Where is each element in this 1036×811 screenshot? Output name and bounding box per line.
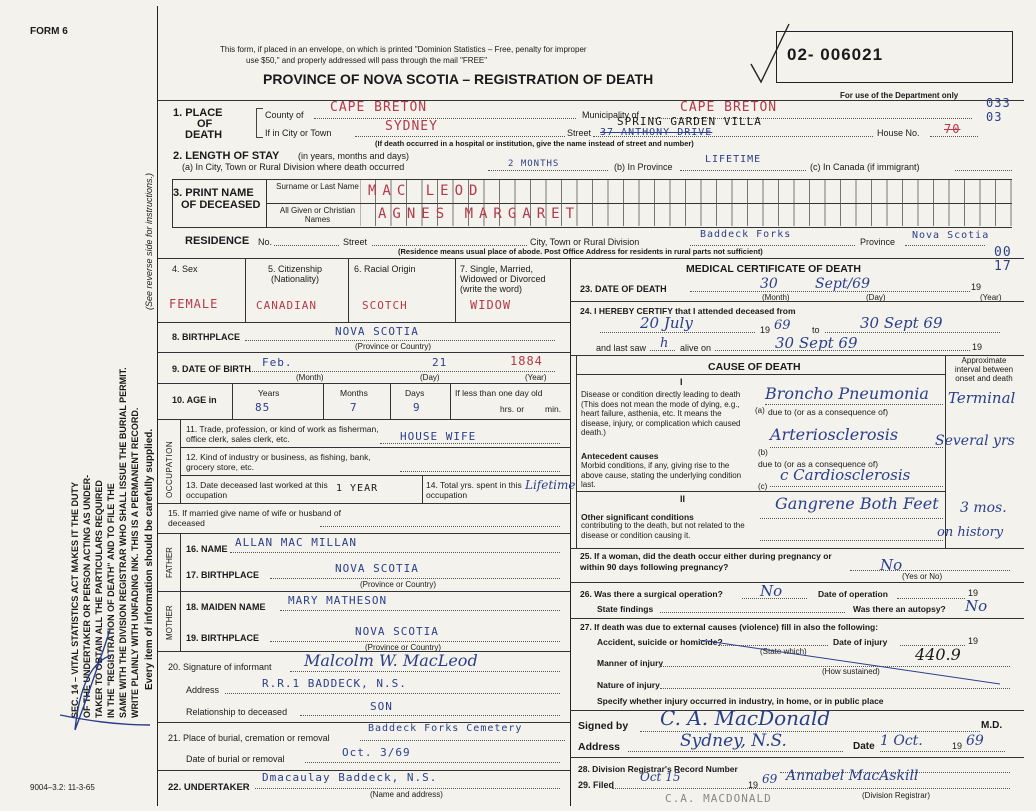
street-struck: 37 ANTHONY DRIVE (600, 127, 713, 138)
left-border (157, 6, 158, 806)
q24-from-line (600, 332, 755, 333)
rule (576, 355, 577, 548)
code-value: 440.9 (915, 645, 961, 664)
stay-b-label: (b) In Province (614, 162, 673, 172)
side-text-8: (See reverse side for instructions.) (144, 172, 154, 310)
rule (232, 383, 233, 419)
q11-label: 11. Trade, profession, or kind of work as fisherman, office clerk, sales clerk, etc. (186, 424, 379, 444)
q11-value: HOUSE WIFE (400, 430, 477, 443)
nature-label: Nature of injury (597, 680, 660, 690)
interval-a: Terminal (948, 389, 1016, 407)
q28-label: 28. Division Registrar's Record Number (578, 764, 738, 774)
filed-year: 69 (762, 772, 778, 786)
residence-city-line (690, 245, 855, 246)
cause-ii-line-2 (760, 540, 943, 541)
burial-date: Oct. 3/69 (342, 746, 411, 759)
alive-year-prefix: 19 (972, 342, 983, 352)
envelope-note-2: use $50," and properly addressed will pass through the mail "FREE" (246, 56, 488, 65)
antecedent-label: Antecedent causes (581, 451, 659, 461)
place-label-3: DEATH (185, 129, 223, 141)
mother-birth-sub: (Province or Country) (365, 643, 442, 652)
attended-from: 20 July (640, 314, 693, 332)
direct-cause-label: Disease or condition directly leading to death (This does not mean the mode of dying, e.g., heart failure, asthenia, etc. It means the disease, injury, or complication which caused death.) (581, 390, 741, 437)
burial-date-line (305, 762, 560, 763)
mother-name-line (280, 610, 560, 611)
stamp-text: C.A. MACDONALD (665, 792, 772, 805)
dob-month-label: (Month) (296, 373, 324, 382)
cause-a: Broncho Pneumonia (765, 384, 929, 403)
age-label: 10. AGE in (172, 395, 217, 405)
rule (158, 591, 570, 592)
attended-to: 30 Sept 69 (860, 314, 943, 332)
page-title: PROVINCE OF NOVA SCOTIA – REGISTRATION OF DEATH (263, 71, 654, 87)
residence-no-line (274, 245, 339, 246)
q14-value: Lifetime (525, 478, 576, 492)
street-value: SPRING GARDEN VILLA (617, 115, 762, 128)
residence-street-label: Street (343, 237, 368, 247)
mother-name: MARY MATHESON (288, 594, 388, 607)
footer-code: 9004–3.2: 11-3-65 (30, 783, 95, 792)
name-label-2: OF DECEASED (181, 199, 261, 211)
age-years: 85 (255, 401, 271, 414)
cause-ii-2: on history (937, 525, 1004, 540)
q11-line (380, 443, 560, 444)
rule (348, 258, 349, 323)
side-text-5: SAME WITH THE DIVISION REGISTRAR WHO SHALL ISSUE THE BURIAL PERMIT. (118, 367, 128, 718)
rule (158, 533, 570, 534)
q26-line (742, 598, 807, 599)
q13-value: 1 YEAR (336, 483, 379, 494)
filed-year-prefix: 19 (748, 780, 759, 790)
registration-number: 02- 006021 (787, 45, 884, 64)
rule (158, 383, 570, 384)
registrar-signature: Annabel MacAskill (786, 768, 919, 784)
q26-value: No (760, 582, 783, 600)
autopsy-label: Was there an autopsy? (853, 604, 946, 614)
informant-rel-line (300, 715, 560, 716)
cause-title: CAUSE OF DEATH (708, 361, 801, 373)
rule (158, 258, 1024, 259)
date-injury-label: Date of injury (833, 637, 888, 647)
dob-day-label: (Day) (420, 373, 440, 382)
dob-day: 21 (432, 356, 448, 369)
place-label-1: 1. PLACE (173, 107, 223, 119)
address-value: Sydney, N.S. (680, 731, 787, 751)
date-line (880, 751, 1005, 752)
informant-addr-line (225, 693, 560, 694)
filed-date: Oct 15 (640, 770, 681, 784)
signed-label: Signed by (578, 720, 629, 732)
date-op-line (897, 598, 965, 599)
attended-from-year: 69 (774, 318, 791, 333)
residence-label: RESIDENCE (185, 235, 250, 247)
burial-place: Baddeck Forks Cemetery (368, 723, 523, 734)
residence-street-line (372, 245, 527, 246)
cause-b-line (770, 447, 943, 448)
informant-signature: Malcolm W. MacLeod (304, 651, 478, 670)
q24-year-prefix: 19 (760, 325, 771, 335)
stay-a-value: 2 MONTHS (508, 159, 560, 169)
father-birth-label: 17. BIRTHPLACE (186, 570, 260, 580)
residence-province-line (905, 245, 985, 246)
residence-no-label: No. (258, 237, 273, 247)
registrar-label: (Division Registrar) (862, 791, 931, 800)
cause-a-marker: (a) (755, 406, 765, 415)
cause-ii-line (760, 518, 943, 519)
residence-dept-code: 00 17 (994, 245, 1012, 274)
antecedent-sub: Morbid conditions, if any, giving rise to the above cause, stating the underlying condition last. (581, 461, 742, 489)
specify-label: Specify whether injury occurred in industry, in home, or in public place (597, 696, 884, 706)
stay-a-line (488, 170, 608, 171)
roman-1: I (680, 377, 683, 387)
street-label: Street (567, 128, 592, 138)
stay-c-label: (c) In Canada (if immigrant) (810, 162, 920, 172)
rule (158, 100, 1024, 101)
q23-year-prefix: 19 (971, 282, 982, 292)
form-id: FORM 6 (30, 26, 68, 37)
stay-sub: (in years, months and days) (298, 151, 410, 161)
md-label: M.D. (981, 720, 1003, 731)
autopsy-value: No (965, 597, 988, 615)
side-text-6: WRITE PLAINLY WITH UNFADING INK. THIS IS A PERMANENT RECORD. (130, 407, 140, 718)
place-label-2: OF (197, 118, 213, 130)
rule (180, 591, 181, 651)
date-op-year: 19 (968, 588, 979, 598)
address-label: Address (578, 741, 621, 753)
father-side-label: FATHER (165, 547, 174, 578)
dob-line (250, 371, 555, 372)
death-month: Sept/69 (815, 276, 870, 292)
interval-b: Several yrs (935, 433, 1015, 449)
last-saw-value: h (660, 336, 669, 351)
undertaker-line (255, 788, 560, 789)
rule (570, 618, 1024, 619)
side-text-3: TAKER TO OBTAIN ALL THE PARTICULARS REQUIRED (94, 480, 104, 718)
informant-rel: SON (370, 700, 393, 713)
rule (390, 383, 391, 419)
rule (455, 258, 456, 323)
q29-label: 29. Filed (578, 780, 615, 790)
interval-header: Approximate interval between onset and death (954, 356, 1014, 383)
rule (180, 419, 181, 503)
dob-year: 1884 (510, 354, 543, 368)
dept-use-label: For use of the Department only (840, 91, 959, 100)
rule (945, 355, 946, 548)
rule (570, 548, 1024, 549)
accident-label: Accident, suicide or homicide? (597, 637, 723, 647)
house-value: 70 (944, 122, 961, 136)
surname-value: MAC LEOD (368, 183, 484, 199)
other-sub: contributing to the death, but not related to the disease or condition causing it. (581, 521, 745, 540)
rule (172, 227, 1012, 228)
age-hrs: hrs. or (500, 404, 525, 414)
q23-year-label: (Year) (980, 293, 1002, 302)
cause-b-marker: (b) (758, 448, 768, 457)
burial-place-label: 21. Place of burial, cremation or removal (168, 733, 330, 743)
rule (158, 352, 570, 353)
q15-line (320, 526, 560, 527)
origin-label: 6. Racial Origin (354, 264, 416, 274)
citizenship-value: CANADIAN (256, 299, 317, 312)
pen-mark (40, 620, 155, 750)
q26-label: 26. Was there a surgical operation? (580, 589, 723, 599)
q12-line (400, 471, 560, 472)
stay-a-label: (a) In City, Town or Rural Division where death occurred (182, 162, 405, 172)
citizenship-label: 5. Citizenship (Nationality) (267, 264, 323, 284)
q24-to-line (825, 332, 1000, 333)
city-value: SYDNEY (385, 119, 438, 134)
municipality-value: CAPE BRETON (680, 100, 778, 115)
rule (576, 374, 945, 375)
date-injury-year: 19 (968, 636, 979, 646)
residence-note: (Residence means usual place of abode. Post Office Address for residents in rural parts not sufficient) (398, 247, 763, 256)
given-label: All Given or Christian Names (279, 206, 356, 224)
state-findings-line (660, 612, 845, 613)
q24-label: 24. I HEREBY CERTIFY that I attended deceased from (580, 306, 796, 316)
last-saw-line (650, 350, 675, 351)
how-sustained: (How sustained) (822, 667, 880, 676)
informant-sig-line (290, 671, 560, 672)
mother-birth-line (270, 641, 560, 642)
burial-date-label: Date of burial or removal (186, 754, 285, 764)
alive-on-label: alive on (680, 343, 712, 353)
mother-birth-label: 19. BIRTHPLACE (186, 633, 260, 643)
age-months-label: Months (340, 388, 368, 398)
rule (158, 503, 570, 504)
rule (576, 491, 945, 492)
birthplace-label: 8. BIRTHPLACE (172, 332, 241, 342)
father-birth: NOVA SCOTIA (335, 562, 419, 575)
mother-name-label: 18. MAIDEN NAME (186, 602, 266, 612)
age-months: 7 (350, 401, 358, 414)
sex-label: 4. Sex (172, 264, 198, 274)
rule (172, 179, 173, 227)
cause-ii: Gangrene Both Feet (775, 494, 939, 513)
residence-city-label: City, Town or Rural Division (530, 237, 640, 247)
q25-sub: (Yes or No) (902, 572, 943, 581)
rule (570, 757, 1024, 758)
informant-addr-label: Address (186, 685, 220, 695)
rule (158, 419, 570, 420)
due-to-a: due to (or as a consequence of) (768, 407, 889, 417)
stay-b-line (680, 170, 806, 171)
alive-on-value: 30 Sept 69 (775, 334, 858, 352)
surname-label: Surname or Last Name (276, 182, 359, 191)
rule (422, 475, 423, 503)
father-name-line (230, 552, 560, 553)
rule (180, 475, 570, 476)
informant-addr: R.R.1 BADDECK, N.S. (262, 677, 407, 690)
roman-2: II (680, 494, 686, 504)
date-year-prefix: 19 (952, 741, 963, 751)
undertaker-sub: (Name and address) (370, 790, 443, 799)
dept-codes: 033 03 (986, 96, 1011, 124)
informant-rel-label: Relationship to deceased (186, 707, 288, 717)
undertaker-value: Dmacaulay Baddeck, N.S. (262, 771, 438, 784)
residence-province-label: Province (860, 237, 896, 247)
stay-b-value: LIFETIME (705, 154, 762, 165)
informant-sig-label: 20. Signature of informant (168, 662, 272, 672)
q23-day-label: (Day) (866, 293, 886, 302)
rule (570, 301, 1024, 302)
alive-on-line (715, 350, 970, 351)
stay-c-line (955, 170, 1012, 171)
cause-b: Arteriosclerosis (770, 425, 899, 444)
sex-value: FEMALE (169, 297, 219, 311)
residence-province: Nova Scotia (912, 230, 990, 241)
age-years-label: Years (258, 388, 280, 398)
dob-year-label: (Year) (525, 373, 547, 382)
rule (180, 533, 181, 591)
signed-value: C. A. MacDonald (660, 706, 831, 730)
father-birth-line (270, 578, 560, 579)
q23-month-label: (Month) (762, 293, 790, 302)
municipality-label: Municipality of (582, 110, 640, 120)
occupation-side-label: OCCUPATION (165, 440, 174, 498)
q24-to: to (812, 325, 820, 335)
cause-c: c Cardiosclerosis (780, 466, 911, 484)
rule (245, 258, 246, 323)
manner-label: Manner of injury (597, 658, 664, 668)
q13-label: 13. Date deceased last worked at this occupation (186, 480, 328, 500)
rule (158, 322, 570, 323)
due-to-b: due to (or as a consequence of) (758, 459, 879, 469)
cause-a-line (765, 404, 943, 405)
marital-value: WIDOW (470, 298, 512, 312)
envelope-note-1: This form, if placed in an envelope, on which is printed "Dominion Statistics – Free, penalty for improper (220, 45, 587, 54)
q25-value: No (880, 556, 903, 574)
side-text-4: IN THE "REGISTRATION OF DEATH" AND TO FILE THE (106, 483, 116, 718)
residence-city: Baddeck Forks (700, 229, 792, 240)
city-label: If in City or Town (265, 128, 332, 138)
house-line (930, 136, 978, 137)
state-which: (State which) (760, 647, 807, 656)
state-findings-label: State findings (597, 604, 654, 614)
q12-label: 12. Kind of industry or business, as fishing, bank, grocery store, etc. (186, 452, 371, 472)
place-note: (If death occurred in a hospital or institution, give the name instead of street and number) (375, 139, 694, 148)
county-label: County of (265, 110, 304, 120)
filed-line (612, 788, 1010, 789)
age-min: min. (545, 404, 562, 414)
last-saw-label: and last saw (596, 343, 647, 353)
cause-c-line (770, 486, 943, 487)
death-day: 30 (760, 276, 778, 292)
interval-ii: 3 mos. (960, 500, 1007, 516)
marital-label: 7. Single, Married, Widowed or Divorced (write the word) (460, 264, 546, 294)
q25-line (850, 570, 1010, 571)
city-line (355, 136, 565, 137)
registration-number-box (776, 31, 1013, 83)
rule (180, 447, 570, 448)
q14-label: 14. Total yrs. spent in this occupation (426, 480, 522, 500)
street-line (593, 136, 873, 137)
birthplace-value: NOVA SCOTIA (335, 325, 419, 338)
address-line (628, 751, 843, 752)
q25-label: 25. If a woman, did the death occur either during pregnancy or within 90 days following pregnancy? (580, 551, 832, 572)
father-name: ALLAN MAC MILLAN (235, 536, 357, 549)
father-birth-sub: (Province or Country) (360, 580, 437, 589)
birthplace-sub: (Province or Country) (355, 342, 432, 351)
strike-line (700, 640, 1000, 690)
house-label: House No. (877, 128, 920, 138)
date-label: Date (853, 741, 875, 752)
dob-label: 9. DATE OF BIRTH (172, 364, 251, 374)
age-days: 9 (413, 401, 421, 414)
county-line (314, 118, 576, 119)
side-text-2: OF THE UNDERTAKER OR PERSON ACTING AS UNDER- (82, 474, 92, 718)
medical-title: MEDICAL CERTIFICATE OF DEATH (686, 263, 861, 275)
cause-c-marker: (c) (758, 482, 768, 491)
age-days-label: Days (405, 388, 425, 398)
age-less-label: If less than one day old (455, 388, 543, 398)
mother-birth: NOVA SCOTIA (355, 625, 439, 638)
birthplace-line (245, 340, 555, 341)
bracket (256, 108, 263, 138)
other-label: Other significant conditions (581, 512, 694, 522)
q27-label: 27. If death was due to external causes (violence) fill in also the following: (580, 622, 879, 632)
name-label-1: 3. PRINT NAME (173, 187, 254, 199)
burial-place-line (360, 740, 565, 741)
undertaker-label: 22. UNDERTAKER (168, 782, 250, 793)
q23-label: 23. DATE OF DEATH (580, 284, 667, 294)
mother-side-label: MOTHER (165, 605, 174, 640)
given-value: AGNES MARGARET (378, 206, 581, 222)
side-text-7: Every item of information should be carefully supplied. (144, 428, 155, 690)
q23-line (690, 291, 970, 292)
origin-value: SCOTCH (362, 299, 408, 312)
center-divider (570, 258, 571, 806)
dob-month: Feb. (262, 356, 293, 369)
father-name-label: 16. NAME (186, 544, 228, 554)
rule (323, 383, 324, 419)
date-op-label: Date of operation (818, 589, 888, 599)
rule (570, 582, 1024, 583)
stay-label: 2. LENGTH OF STAY (173, 150, 280, 162)
q15-label: 15. If married give name of wife or husband of deceased (168, 508, 341, 528)
county-value: CAPE BRETON (330, 100, 428, 115)
date-year: 69 (966, 733, 984, 749)
rule (450, 383, 451, 419)
date-value: 1 Oct. (880, 733, 923, 749)
side-text-1: SEC. 14 – VITAL STATISTICS ACT MAKES IT THE DUTY (70, 481, 80, 718)
